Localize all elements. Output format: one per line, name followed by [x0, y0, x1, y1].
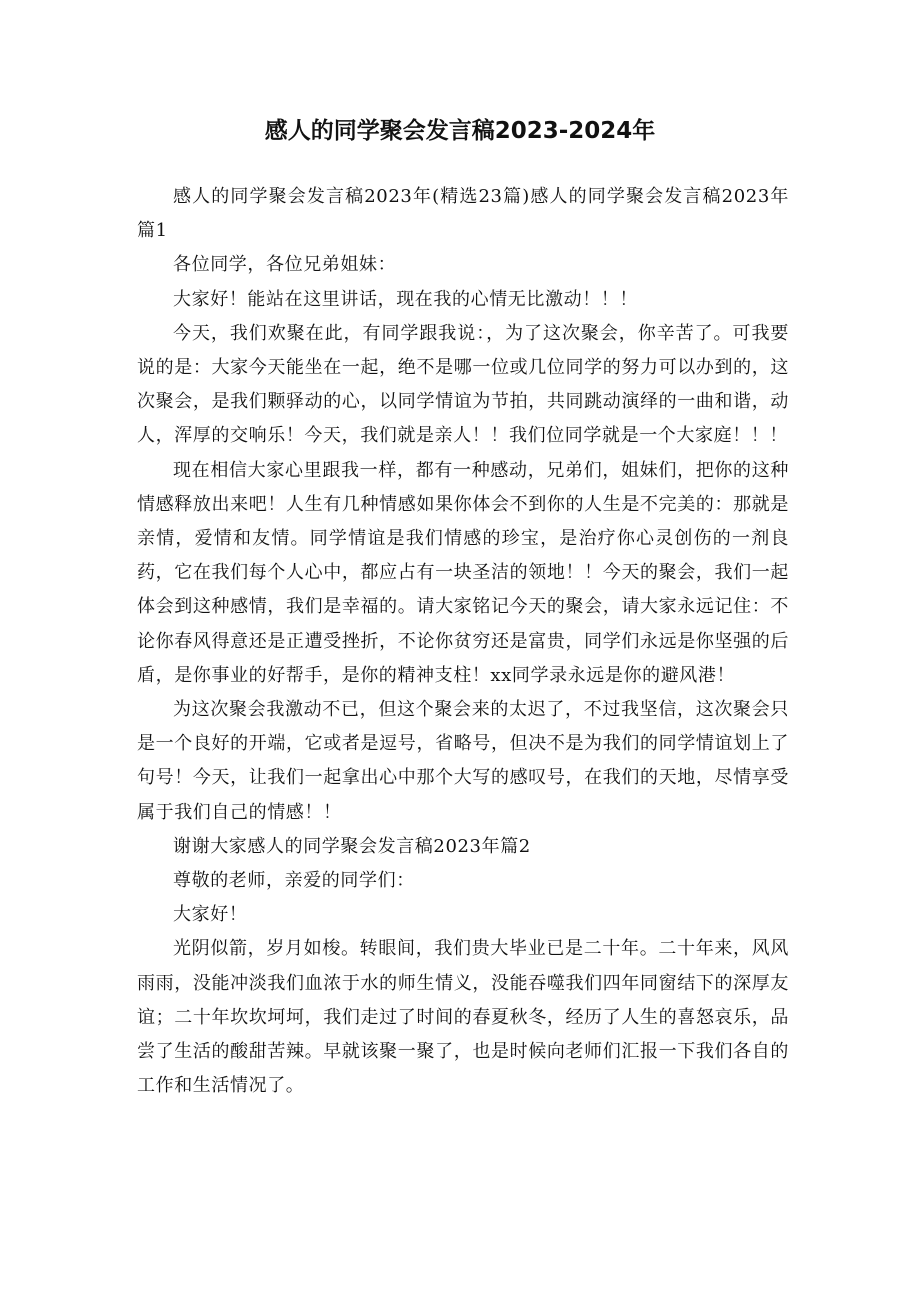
paragraph: 为这次聚会我激动不已，但这个聚会来的太迟了，不过我坚信，这次聚会只是一个良好的开端，它或者是逗号，省略号，但决不是为我们的同学情谊划上了句号！今天，让我们一起拿出心中那个大写的感叹号，在我们的天地，尽情享受属于我们自己的情感！！	[137, 699, 789, 823]
paragraph: 各位同学，各位兄弟姐妹：	[173, 254, 397, 276]
paragraph: 感人的同学聚会发言稿2023年(精选23篇)感人的同学聚会发言稿2023年篇1	[137, 186, 789, 242]
document-body	[137, 180, 789, 1103]
paragraph: 今天，我们欢聚在此，有同学跟我说：，为了这次聚会，你辛苦了。可我要说的是：大家今天能坐在一起，绝不是哪一位或几位同学的努力可以办到的，这次聚会，是我们颗驿动的心，以同学情谊为节拍，共同跳动演绎的一曲和谐，动人，浑厚的交响乐！今天，我们就是亲人！！我们位同学就是一个大家庭！！！	[137, 322, 789, 447]
paragraph: 大家好！	[173, 904, 248, 926]
paragraph: 光阴似箭，岁月如梭。转眼间，我们贵大毕业已是二十年。二十年来，风风雨雨，没能冲淡我们血浓于水的师生情义，没能吞噬我们四年同窗结下的深厚友谊；二十年坎坎坷坷，我们走过了时间的春夏秋冬，经历了人生的喜怒哀乐，品尝了生活的酸甜苦辣。早就该聚一聚了，也是时候向老师们汇报一下我们各自的工作和生活情况了。	[137, 938, 789, 1097]
paragraph: 尊敬的老师，亲爱的同学们：	[173, 870, 415, 892]
paragraph: 现在相信大家心里跟我一样，都有一种感动，兄弟们，姐妹们，把你的这种情感释放出来吧！人生有几种情感如果你体会不到你的人生是不完美的：那就是亲情，爱情和友情。同学情谊是我们情感的珍宝，是治疗你心灵创伤的一剂良药，它在我们每个人心中，都应占有一块圣洁的领地！！今天的聚会，我们一起体会到这种感情，我们是幸福的。请大家铭记今天的聚会，请大家永远记住：不论你春风得意还是正遭受挫折，不论你贫穷还是富贵，同学们永远是你坚强的后盾，是你事业的好帮手，是你的精神支柱！xx同学录永远是你的避风港！	[137, 459, 789, 686]
paragraph: 大家好！能站在这里讲话，现在我的心情无比激动！！！	[173, 288, 638, 310]
document-title: 感人的同学聚会发言稿2023-2024年	[264, 118, 656, 144]
paragraph: 谢谢大家感人的同学聚会发言稿2023年篇2	[173, 835, 531, 857]
